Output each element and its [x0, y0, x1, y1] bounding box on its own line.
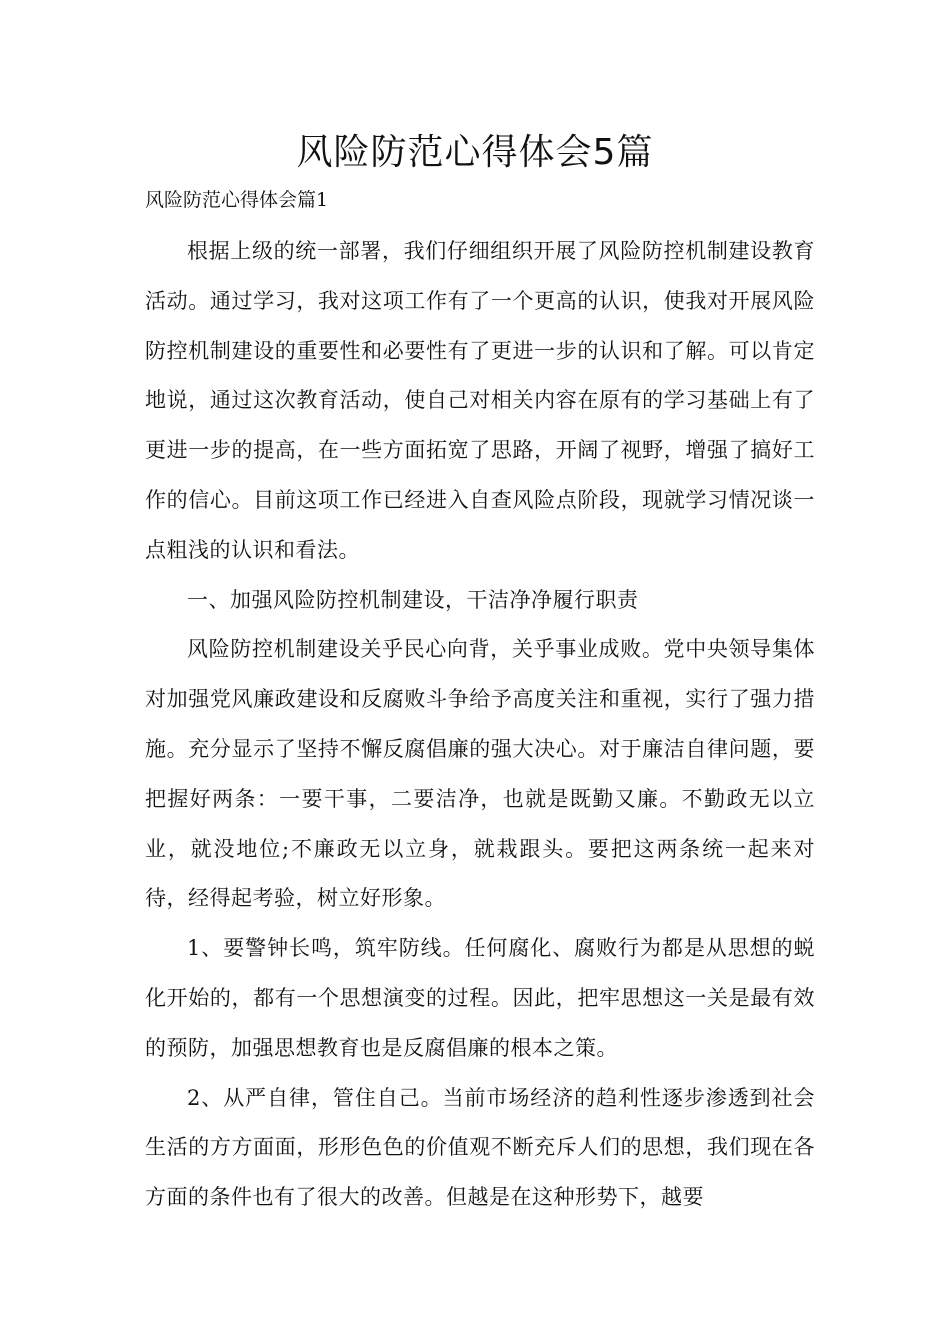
- document-body: [145, 227, 815, 1223]
- section-heading: 风险防范心得体会篇1: [145, 189, 329, 211]
- paragraph-risk-control: 风险防控机制建设关乎民心向背，关乎事业成败。党中央领导集体对加强党风廉政建设和反腐败斗争给予高度关注和重视，实行了强力措施。充分显示了坚持不懈反腐倡廉的强大决心。对于廉洁自律问题，要把握好两条：一要干事，二要洁净，也就是既勤又廉。不勤政无以立业，就没地位;不廉政无以立身，就栽跟头。要把这两条统一起来对待，经得起考验，树立好形象。: [145, 637, 815, 911]
- paragraph-heading-one: 一、加强风险防控机制建设，干洁净净履行职责: [187, 587, 639, 612]
- paragraph-point-one: 1、要警钟长鸣，筑牢防线。任何腐化、腐败行为都是从思想的蜕化开始的，都有一个思想演变的过程。因此，把牢思想这一关是最有效的预防，加强思想教育也是反腐倡廉的根本之策。: [145, 936, 815, 1060]
- document-title: 风险防范心得体会5篇: [296, 132, 654, 173]
- paragraph-point-two: 2、从严自律，管住自己。当前市场经济的趋利性逐步渗透到社会生活的方方面面，形形色色的价值观不断充斥人们的思想，我们现在各方面的条件也有了很大的改善。但越是在这种形势下，越要: [145, 1085, 815, 1210]
- paragraph-intro: 根据上级的统一部署，我们仔细组织开展了风险防控机制建设教育活动。通过学习，我对这项工作有了一个更高的认识，使我对开展风险防控机制建设的重要性和必要性有了更进一步的认识和了解。可以肯定地说，通过这次教育活动，使自己对相关内容在原有的学习基础上有了更进一步的提高，在一些方面拓宽了思路，开阔了视野，增强了搞好工作的信心。目前这项工作已经进入自查风险点阶段，现就学习情况谈一点粗浅的认识和看法。: [145, 239, 815, 562]
